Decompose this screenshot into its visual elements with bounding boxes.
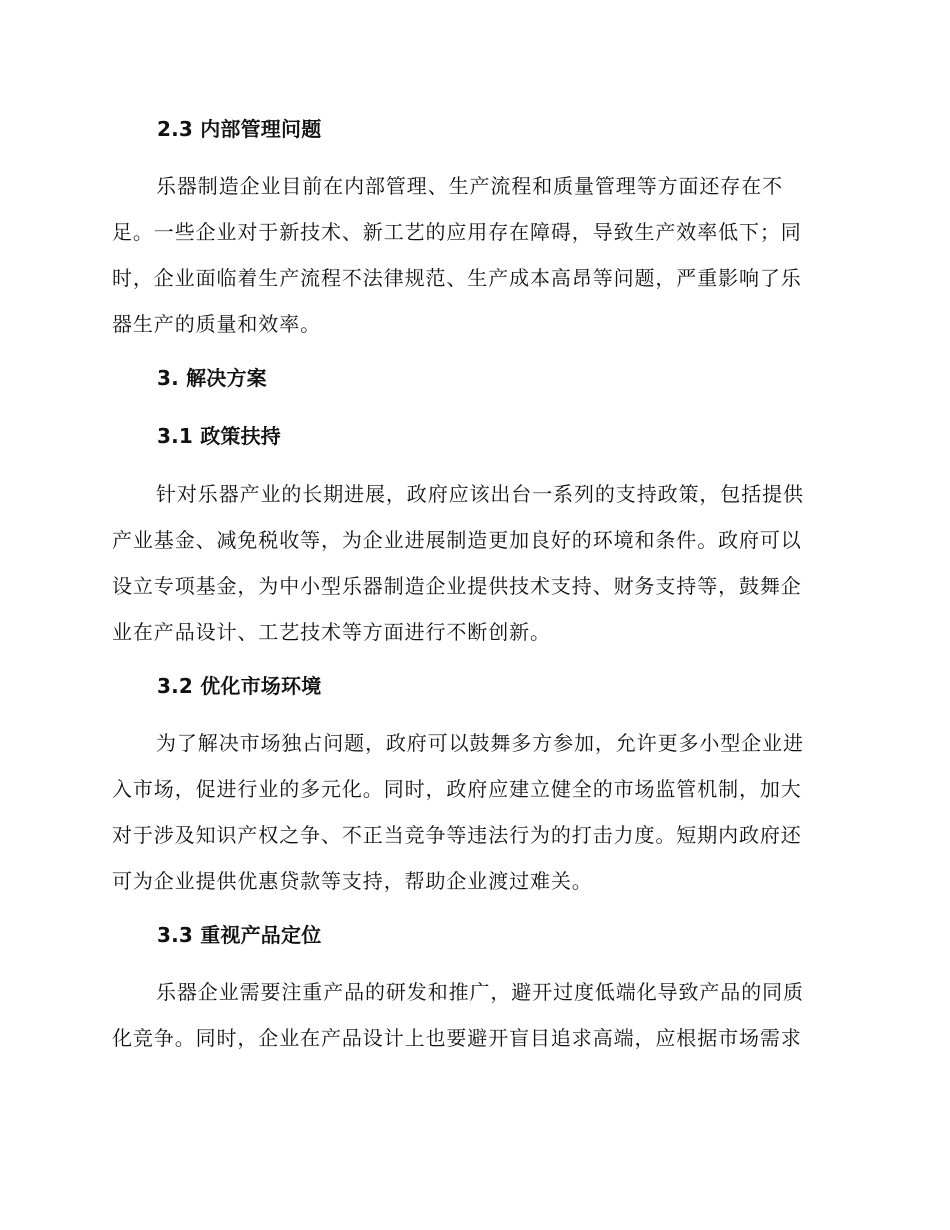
paragraph-line: 对于涉及知识产权之争、不正当竞争等违法行为的打击力度。短期内政府还 — [112, 823, 802, 847]
paragraph-line: 入市场，促进行业的多元化。同时，政府应建立健全的市场监管机制，加大 — [112, 777, 802, 801]
paragraph-line: 可为企业提供优惠贷款等支持，帮助企业渡过难关。 — [112, 869, 593, 893]
paragraph-line: 化竞争。同时，企业在产品设计上也要避开盲目追求高端，应根据市场需求 — [112, 1026, 802, 1050]
paragraph-line: 针对乐器产业的长期进展，政府应该出台一系列的支持政策，包括提供 — [156, 482, 804, 506]
paragraph-line: 产业基金、减免税收等，为企业进展制造更加良好的环境和条件。政府可以 — [112, 528, 802, 552]
paragraph-line: 足。一些企业对于新技术、新工艺的应用存在障碍，导致生产效率低下；同 — [112, 220, 802, 244]
section-heading-3: 3. 解决方案 — [157, 366, 267, 390]
section-heading-3-2: 3.2 优化市场环境 — [157, 674, 322, 698]
paragraph-market-environment — [112, 720, 832, 904]
paragraph-policy-support — [112, 471, 832, 655]
paragraph-product-positioning — [112, 969, 832, 1061]
paragraph-line: 时，企业面临着生产流程不法律规范、生产成本高昂等问题，严重影响了乐 — [112, 266, 802, 290]
paragraph-line: 业在产品设计、工艺技术等方面进行不断创新。 — [112, 620, 551, 644]
paragraph-line: 为了解决市场独占问题，政府可以鼓舞多方参加，允许更多小型企业进 — [156, 731, 804, 755]
paragraph-internal-management — [112, 163, 832, 347]
paragraph-line: 乐器企业需要注重产品的研发和推广，避开过度低端化导致产品的同质 — [156, 980, 804, 1004]
section-heading-3-1: 3.1 政策扶持 — [157, 424, 281, 448]
paragraph-line: 器生产的质量和效率。 — [112, 312, 321, 336]
paragraph-line: 设立专项基金，为中小型乐器制造企业提供技术支持、财务支持等，鼓舞企 — [112, 574, 802, 598]
paragraph-line: 乐器制造企业目前在内部管理、生产流程和质量管理等方面还存在不 — [156, 174, 783, 198]
section-heading-2-3: 2.3 内部管理问题 — [157, 117, 322, 141]
section-heading-3-3: 3.3 重视产品定位 — [157, 923, 322, 947]
